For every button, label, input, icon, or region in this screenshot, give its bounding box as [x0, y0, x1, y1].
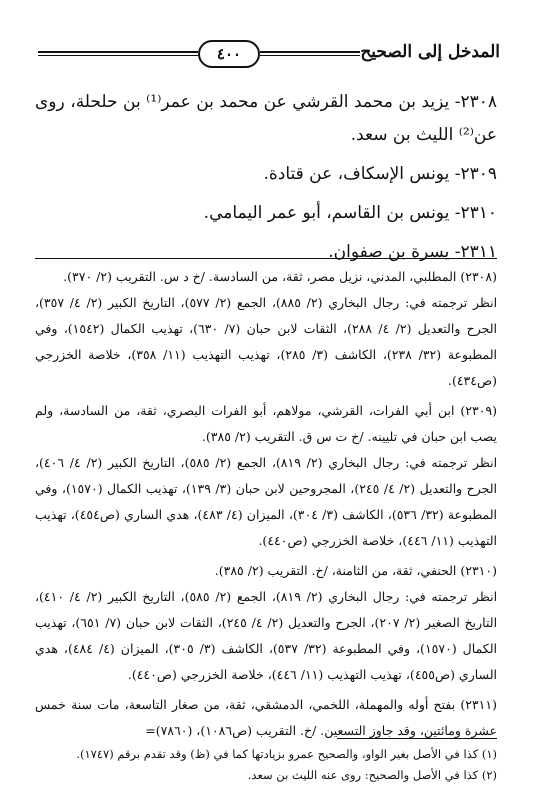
running-title: المدخل إلى الصحيح [360, 42, 500, 62]
note-2311 [35, 692, 497, 744]
entry-2308: ٢٣٠٨- يزيد بن محمد القرشي عن محمد بن عمر⁽¹⁾ بن حلحلة، روى عن⁽²⁾ الليث بن سعد. [35, 92, 497, 145]
header-rule [260, 51, 360, 56]
note-2310 [35, 558, 497, 688]
footnotes [35, 744, 497, 786]
note-line: (٢٣١١) بفتح أوله والمهملة، اللخمي، الدمشقي، ثقة، من صغار التاسعة، مات سنة خمس عشرة ومائتين، وقد جاوز التسعين. /خ. التقريب (ص١٠٨٦)، (٧٨٦٠)= [35, 697, 497, 738]
note-line: انظر ترجمته في: رجال البخاري (٢/ ٨١٩)، الجمع (٢/ ٥٨٥)، التاريخ الكبير (٢/ ٤/ ٤٠٦)، الجرح والتعديل (٢/ ٤/ ٢٤٥)، المجروحين لابن حبان (٣/ ١٣٩)، تهذيب الكمال (١٥٧٠)، وفي المطبوعة (٣٢/ ٥٣٦)، الكاشف (٣/ ٣٠٤)، الميزان (٤/ ٤٨٣)، هدي الساري (ص٤٥٤)، تهذيب التهذيب (١١/ ٤٤٦)، خلاصة الخزرجي (ص٤٤٠). [35, 455, 498, 548]
footnote-2: (٢) كذا في الأصل والصحيح: روى عنه الليث بن سعد. [247, 768, 497, 782]
entry-2310: ٢٣١٠- يونس بن القاسم، أبو عمر اليمامي. [203, 203, 497, 223]
footnote-1: (١) كذا في الأصل بغير الواو، والصحيح عمرو بزيادتها كما في (ظ) وقد تقدم برقم (١٧٤٧). [76, 747, 497, 761]
note-line: (٢٣٠٨) المطلبي، المدني، نزيل مصر، ثقة، من السادسة. /خ د س. التقريب (٢/ ٣٧٠). [63, 269, 497, 284]
note-2308 [35, 264, 497, 394]
main-entries [35, 86, 497, 269]
entry-2309: ٢٣٠٩- يونس الإسكاف، عن قتادة. [263, 164, 497, 184]
header-rule [38, 51, 198, 56]
page-header [38, 40, 500, 70]
page-number: ٤٠٠ [198, 40, 260, 68]
note-line: انظر ترجمته في: رجال البخاري (٢/ ٨١٩)، الجمع (٢/ ٥٨٥)، التاريخ الكبير (٢/ ٤/ ٤١٠)، التاريخ الصغير (٢/ ٢٠٧)، الجرح والتعديل (٢/ ٤/ ٢٤٥)، الثقات لابن حبان (٧/ ٦٥١)، تهذيب الكمال (١٥٧٠)، وفي المطبوعة (٣٢/ ٥٣٧)، الكاشف (٣/ ٣٠٥)، الميزان (٤/ ٤٨٤)، هدي الساري (ص٤٥٥)، تهذيب التهذيب (١١/ ٤٤٦)، خلاصة الخزرجي (ص٤٤٠). [35, 589, 498, 682]
note-line: (٢٣١٠) الحنفي، ثقة، من الثامنة، /خ. التقريب (٢/ ٣٨٥). [214, 563, 497, 578]
entry-2311: ٢٣١١- يسرة بن صفوان. [328, 242, 497, 262]
commentary [35, 264, 497, 748]
note-line: (٢٣٠٩) ابن أبي الفرات، القرشي، مولاهم، أبو الفرات البصري، ثقة، من السادسة، ولم يصب ابن حبان في تليينه. /خ ت س ق. التقريب (٢/ ٣٨٥). [35, 403, 497, 444]
note-2309 [35, 398, 497, 554]
footnote-rule [337, 738, 497, 739]
section-divider [35, 258, 497, 259]
note-line: انظر ترجمته في: رجال البخاري (٢/ ٨٨٥)، الجمع (٢/ ٥٧٧)، التاريخ الكبير (٢/ ٤/ ٣٥٧)، الجرح والتعديل (٢/ ٤/ ٢٨٨)، الثقات لابن حبان (٧/ ٦٣٠)، تهذيب الكمال (١٥٤٢)، وفي المطبوعة (٣٢/ ٢٣٨)، الكاشف (٣/ ٢٨٥)، تهذيب التهذيب (١١/ ٣٥٨)، خلاصة الخزرجي (ص٤٣٤). [35, 295, 498, 388]
